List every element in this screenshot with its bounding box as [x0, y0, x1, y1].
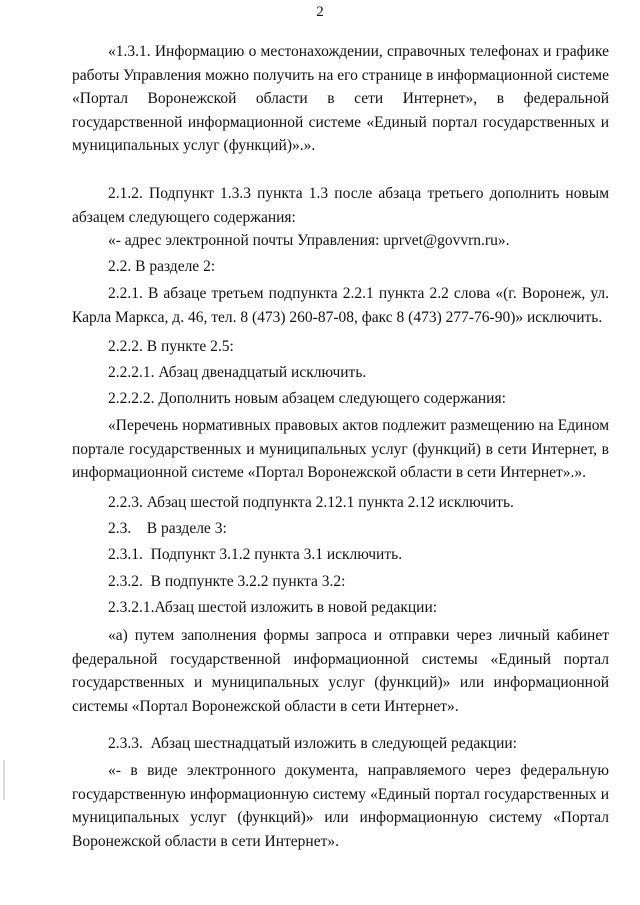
paragraph-2-2-2-2: 2.2.2.2. Дополнить новым абзацем следующего содержания:	[108, 390, 506, 407]
paragraph-2-3-2-1: 2.3.2.1.Абзац шестой изложить в новой редакции:	[108, 599, 438, 616]
paragraph-quote-item-a: «а) путем заполнения формы запроса и отправки через личный кабинет федеральной государственной информационной системы «Единый портал государственных и муниципальных услуг (функций)» или информационной системы «Портал Воронежской области в сети Интернет».	[72, 627, 609, 715]
paragraph-2-3-2: 2.3.2. В подпункте 3.2.2 пункта 3.2:	[108, 573, 346, 590]
paragraph-2-2: 2.2. В разделе 2:	[108, 258, 216, 275]
paragraph-email: «- адрес электронной почты Управления: uprvet@govvrn.ru».	[108, 232, 510, 249]
paragraph-2-2-2-1: 2.2.2.1. Абзац двенадцатый исключить.	[108, 364, 367, 381]
paragraph-2-1-2: 2.1.2. Подпункт 1.3.3 пункта 1.3 после абзаца третьего дополнить новым абзацем следующего содержания:	[72, 185, 609, 226]
scan-margin-mark	[3, 760, 5, 800]
page-number: 2	[316, 4, 324, 20]
paragraph-2-3-3: 2.3.3. Абзац шестнадцатый изложить в следующей редакции:	[108, 735, 517, 752]
paragraph-quote-list-of-acts: «Перечень нормативных правовых актов подлежит размещению на Едином портале государственных и муниципальных услуг (функций) в сети Интернет, в информационной системе «Портал Воронежской области в сети Интернет».».	[72, 417, 609, 482]
paragraph-quote-electronic-document: «- в виде электронного документа, направляемого через федеральную государственную информационную систему «Единый портал государственных и муниципальных услуг (функций)» или информационную систему «Портал Воронежской области в сети Интернет».	[72, 762, 609, 850]
paragraph-2-3-1: 2.3.1. Подпункт 3.1.2 пункта 3.1 исключить.	[108, 546, 403, 563]
paragraph-1-3-1: «1.3.1. Информацию о местонахождении, справочных телефонах и графике работы Управления можно получить на его странице в информационной системе «Портал Воронежской области в сети Интернет», в федеральной государственной информационной системе «Единый портал государственных и муниципальных услуг (функций)».».	[72, 43, 609, 155]
paragraph-2-2-3: 2.2.3. Абзац шестой подпункта 2.12.1 пункта 2.12 исключить.	[108, 494, 514, 511]
paragraph-2-3: 2.3. В разделе 3:	[108, 520, 227, 537]
paragraph-2-2-1: 2.2.1. В абзаце третьем подпункта 2.2.1 пункта 2.2 слова «(г. Воронеж, ул. Карла Маркса, д. 46, тел. 8 (473) 260-87-08, факс 8 (473) 277-76-90)» исключить.	[72, 285, 609, 326]
paragraph-2-2-2: 2.2.2. В пункте 2.5:	[108, 338, 234, 355]
